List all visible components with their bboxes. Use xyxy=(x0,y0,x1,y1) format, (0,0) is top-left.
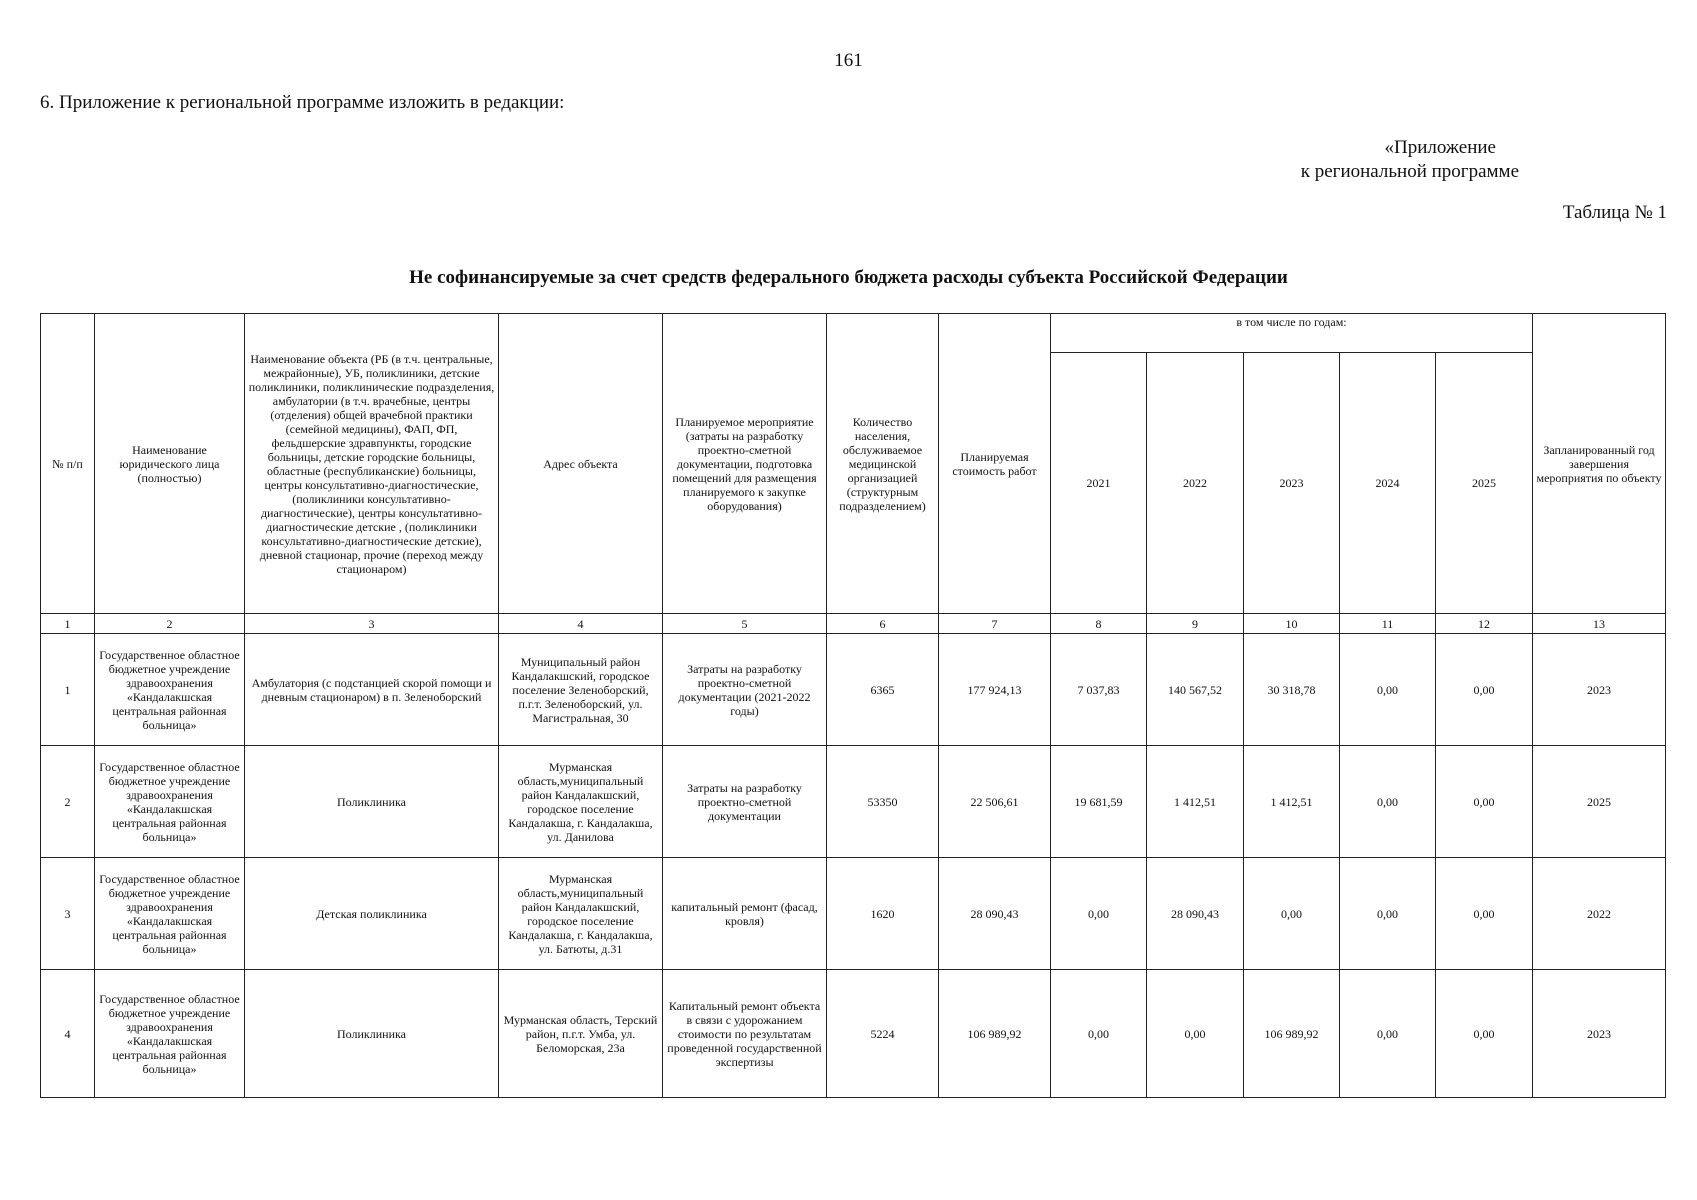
row-year-2024: 0,00 xyxy=(1340,970,1436,1098)
column-number: 10 xyxy=(1244,614,1340,634)
header-year: 2022 xyxy=(1147,353,1244,614)
header-completion: Запланированный год завершения мероприятия по объекту xyxy=(1533,314,1666,614)
column-number: 4 xyxy=(499,614,663,634)
row-number: 3 xyxy=(41,858,95,970)
header-object: Наименование объекта (РБ (в т.ч. центральные, межрайонные), УБ, поликлиники, детские поликлиники, поликлинические подразделения, амбулатории (в т.ч. врачебные, центры (отделения) общей врачебной практики (семейной медицины), ФАП, ФП, фельдшерские здравпункты, городские больницы, детские городские больницы, областные (республиканские) больницы, центры консультативно-диагностические, (поликлиники консультативно-диагностические), центры консультативно-диагностические детские , (поликлиники консультативно-диагностические детские), дневной стационар, прочие (переход между стационаром) xyxy=(245,314,499,614)
row-object: Поликлиника xyxy=(245,746,499,858)
header-cost: Планируемая стоимость работ xyxy=(939,314,1051,614)
column-number-row xyxy=(41,614,1666,634)
column-number: 3 xyxy=(245,614,499,634)
row-cost: 28 090,43 xyxy=(939,858,1051,970)
row-address: Мурманская область,муниципальный район Кандалакшский, городское поселение Кандалакша, г. Кандалакша, ул. Данилова xyxy=(499,746,663,858)
row-year-2025: 0,00 xyxy=(1436,634,1533,746)
header-address: Адрес объекта xyxy=(499,314,663,614)
row-completion: 2023 xyxy=(1533,634,1666,746)
table-row xyxy=(41,746,1666,858)
row-year-2023: 106 989,92 xyxy=(1244,970,1340,1098)
header-row-top xyxy=(41,314,1666,353)
row-year-2024: 0,00 xyxy=(1340,858,1436,970)
row-completion: 2022 xyxy=(1533,858,1666,970)
column-number: 12 xyxy=(1436,614,1533,634)
table-row xyxy=(41,970,1666,1098)
column-number: 8 xyxy=(1051,614,1147,634)
row-entity: Государственное областное бюджетное учреждение здравоохранения «Кандалакшская центральная районная больница» xyxy=(95,746,245,858)
row-address: Мурманская область,муниципальный район Кандалакшский, городское поселение Кандалакша, г. Кандалакша, ул. Батюты, д.31 xyxy=(499,858,663,970)
row-object: Амбулатория (с подстанцией скорой помощи и дневным стационаром) в п. Зеленоборский xyxy=(245,634,499,746)
header-entity: Наименование юридического лица (полностью) xyxy=(95,314,245,614)
header-year: 2025 xyxy=(1436,353,1533,614)
appendix-line-2: к региональной программе xyxy=(1300,161,1519,182)
row-cost: 106 989,92 xyxy=(939,970,1051,1098)
row-cost: 177 924,13 xyxy=(939,634,1051,746)
column-number: 6 xyxy=(827,614,939,634)
row-object: Детская поликлиника xyxy=(245,858,499,970)
row-year-2023: 1 412,51 xyxy=(1244,746,1340,858)
row-object: Поликлиника xyxy=(245,970,499,1098)
row-entity: Государственное областное бюджетное учреждение здравоохранения «Кандалакшская центральная районная больница» xyxy=(95,970,245,1098)
row-year-2021: 0,00 xyxy=(1051,970,1147,1098)
row-population: 1620 xyxy=(827,858,939,970)
row-measure: Затраты на разработку проектно-сметной документации xyxy=(663,746,827,858)
row-population: 5224 xyxy=(827,970,939,1098)
row-measure: Затраты на разработку проектно-сметной документации (2021-2022 годы) xyxy=(663,634,827,746)
column-number: 11 xyxy=(1340,614,1436,634)
table-label: Таблица № 1 xyxy=(1562,202,1667,223)
table-row xyxy=(41,634,1666,746)
row-year-2022: 0,00 xyxy=(1147,970,1244,1098)
column-number: 13 xyxy=(1533,614,1666,634)
expenses-table xyxy=(40,313,1666,1098)
row-completion: 2025 xyxy=(1533,746,1666,858)
appendix-line-1: «Приложение xyxy=(1384,137,1496,158)
row-year-2022: 28 090,43 xyxy=(1147,858,1244,970)
row-measure: капитальный ремонт (фасад, кровля) xyxy=(663,858,827,970)
page-number: 161 xyxy=(834,50,863,71)
column-number: 9 xyxy=(1147,614,1244,634)
row-measure: Капитальный ремонт объекта в связи с удорожанием стоимости по результатам проведенной государственной экспертизы xyxy=(663,970,827,1098)
row-year-2025: 0,00 xyxy=(1436,858,1533,970)
row-entity: Государственное областное бюджетное учреждение здравоохранения «Кандалакшская центральная районная больница» xyxy=(95,634,245,746)
header-population: Количество населения, обслуживаемое медицинской организацией (структурным подразделением) xyxy=(827,314,939,614)
row-year-2022: 1 412,51 xyxy=(1147,746,1244,858)
row-year-2024: 0,00 xyxy=(1340,746,1436,858)
row-number: 2 xyxy=(41,746,95,858)
row-cost: 22 506,61 xyxy=(939,746,1051,858)
header-year: 2024 xyxy=(1340,353,1436,614)
column-number: 2 xyxy=(95,614,245,634)
table-title: Не софинансируемые за счет средств федерального бюджета расходы субъекта Российской Федерации xyxy=(409,267,1288,288)
row-year-2025: 0,00 xyxy=(1436,970,1533,1098)
row-year-2022: 140 567,52 xyxy=(1147,634,1244,746)
row-population: 53350 xyxy=(827,746,939,858)
table-row xyxy=(41,858,1666,970)
row-address: Муниципальный район Кандалакшский, городское поселение Зеленоборский, п.г.т. Зеленоборский, ул. Магистральная, 30 xyxy=(499,634,663,746)
row-year-2021: 19 681,59 xyxy=(1051,746,1147,858)
row-population: 6365 xyxy=(827,634,939,746)
row-year-2024: 0,00 xyxy=(1340,634,1436,746)
row-address: Мурманская область, Терский район, п.г.т. Умба, ул. Беломорская, 23а xyxy=(499,970,663,1098)
column-number: 5 xyxy=(663,614,827,634)
intro-text: 6. Приложение к региональной программе изложить в редакции: xyxy=(40,92,565,113)
header-year: 2023 xyxy=(1244,353,1340,614)
column-number: 7 xyxy=(939,614,1051,634)
header-number: № п/п xyxy=(41,314,95,614)
appendix-note xyxy=(1301,136,1519,184)
row-entity: Государственное областное бюджетное учреждение здравоохранения «Кандалакшская центральная районная больница» xyxy=(95,858,245,970)
header-measure: Планируемое мероприятие (затраты на разработку проектно-сметной документации, подготовка помещений для размещения планируемого к закупке оборудования) xyxy=(663,314,827,614)
row-year-2025: 0,00 xyxy=(1436,746,1533,858)
row-year-2021: 7 037,83 xyxy=(1051,634,1147,746)
row-completion: 2023 xyxy=(1533,970,1666,1098)
row-number: 1 xyxy=(41,634,95,746)
row-year-2023: 30 318,78 xyxy=(1244,634,1340,746)
header-year: 2021 xyxy=(1051,353,1147,614)
column-number: 1 xyxy=(41,614,95,634)
row-number: 4 xyxy=(41,970,95,1098)
header-years-group: в том числе по годам: xyxy=(1051,314,1533,353)
row-year-2021: 0,00 xyxy=(1051,858,1147,970)
row-year-2023: 0,00 xyxy=(1244,858,1340,970)
